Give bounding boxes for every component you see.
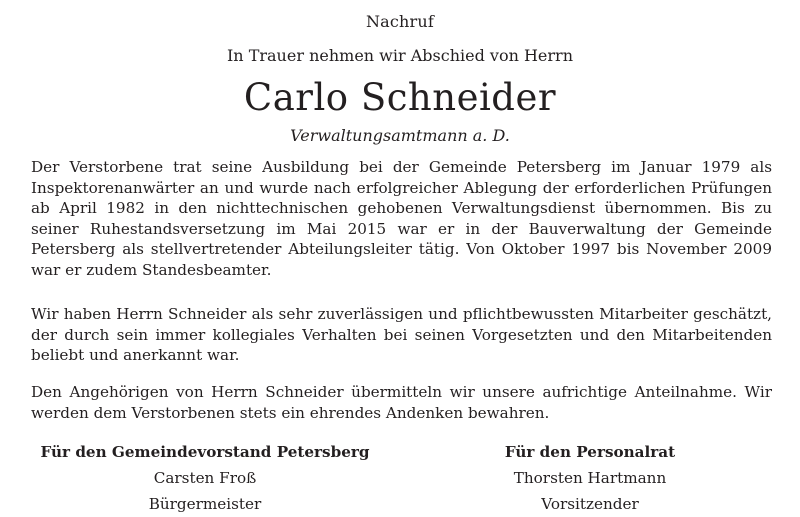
signature-org: Für den Personalrat (504, 443, 676, 461)
paragraph-career: Der Verstorbene trat seine Ausbildung bei der Gemeinde Petersberg im Januar 1979 als Inspektorenanwärter an und wurde nach erfolgreicher Ablegung der erforderlichen Prüfungen ab April 1982 in den nichttechnischen gehobenen Verwaltungsdienst übernommen. Bis zu seiner Ruhestandsversetzung im Mai 2015 war er in der Bauverwaltung der Gemeinde Petersberg als stellvertretender Abteilungsleiter tätig. Von Oktober 1997 bis November 2009 war er zudem Standesbeamter. (31, 158, 772, 279)
signature-org: Für den Gemeindevorstand Petersberg (40, 443, 370, 461)
intro-line: In Trauer nehmen wir Abschied von Herrn (226, 46, 573, 65)
deceased-rank: Verwaltungsamtmann a. D. (290, 126, 510, 145)
signature-block-staff-council (440, 439, 740, 517)
paragraph-condolence: Den Angehörigen von Herrn Schneider übermitteln wir unsere aufrichtige Anteilnahme. Wir werden dem Verstorbenen stets ein ehrendes Andenken bewahren. (31, 383, 772, 422)
signature-role: Bürgermeister (148, 495, 262, 513)
deceased-name: Carlo Schneider (243, 76, 557, 119)
signature-role: Vorsitzender (541, 495, 639, 513)
signature-block-council (30, 439, 380, 517)
paragraph-appreciation: Wir haben Herrn Schneider als sehr zuverlässigen und pflichtbewussten Mitarbeiter geschätzt, der durch sein immer kollegiales Verhalten bei seinen Vorgesetzten und den Mitarbeitenden beliebt und anerkannt war. (31, 305, 772, 365)
notice-label: Nachruf (365, 12, 435, 31)
signature-person: Carsten Froß (153, 469, 257, 487)
signature-person: Thorsten Hartmann (513, 469, 667, 487)
